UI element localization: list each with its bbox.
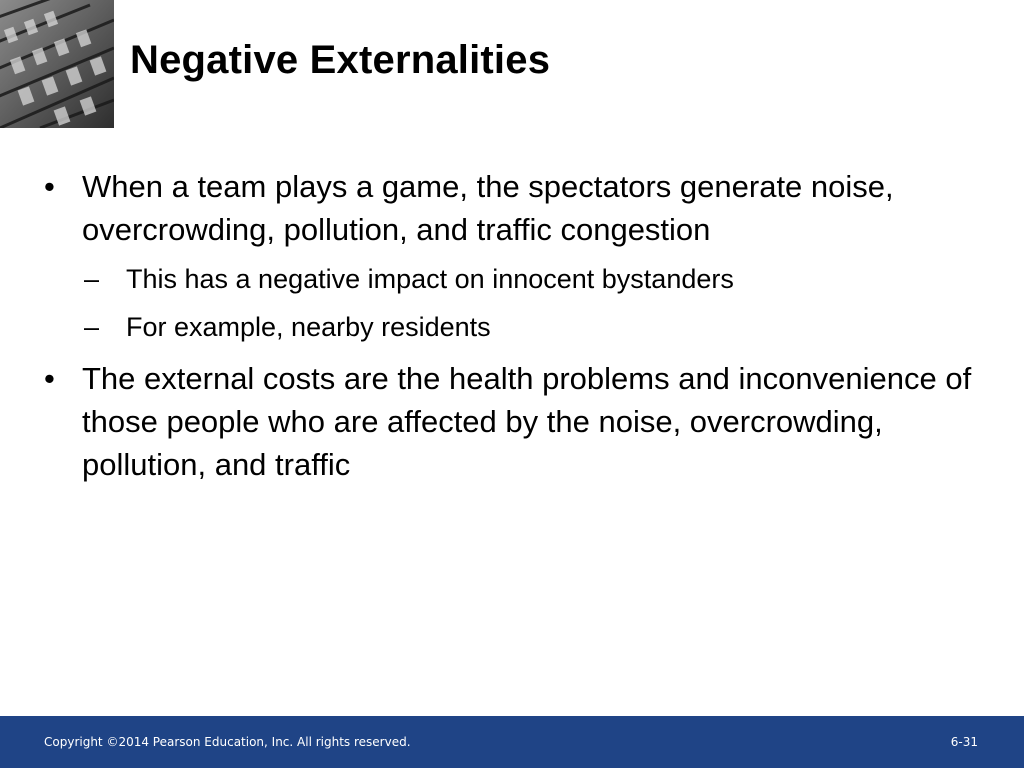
page-number: 6-31 (950, 735, 978, 749)
bullet-marker: • (44, 169, 55, 204)
copyright-text: Copyright ©2014 Pearson Education, Inc. All rights reserved. (44, 735, 411, 749)
dash-marker: – (84, 312, 100, 342)
sub-bullet-item (84, 303, 994, 351)
page-title: Negative Externalities (130, 38, 551, 82)
bullet-item (44, 357, 994, 486)
bullet-marker: • (44, 361, 55, 396)
sub-bullet-text: This has a negative impact on innocent bystanders (126, 264, 734, 294)
bullet-item (44, 165, 994, 251)
footer-bar (0, 716, 1024, 768)
stadium-seats-image (0, 0, 114, 128)
bullet-list (44, 165, 994, 490)
bullet-text: When a team plays a game, the spectators generate noise, overcrowding, pollution, and traffic congestion (82, 169, 894, 247)
sub-bullet-text: For example, nearby residents (126, 312, 491, 342)
stadium-seats-photo (0, 0, 114, 128)
bullet-text: The external costs are the health problems and inconvenience of those people who are affected by the noise, overcrowding, pollution, and traffic (82, 361, 972, 482)
sub-bullet-list (84, 255, 994, 351)
sub-bullet-item (84, 255, 994, 303)
dash-marker: – (84, 264, 100, 294)
